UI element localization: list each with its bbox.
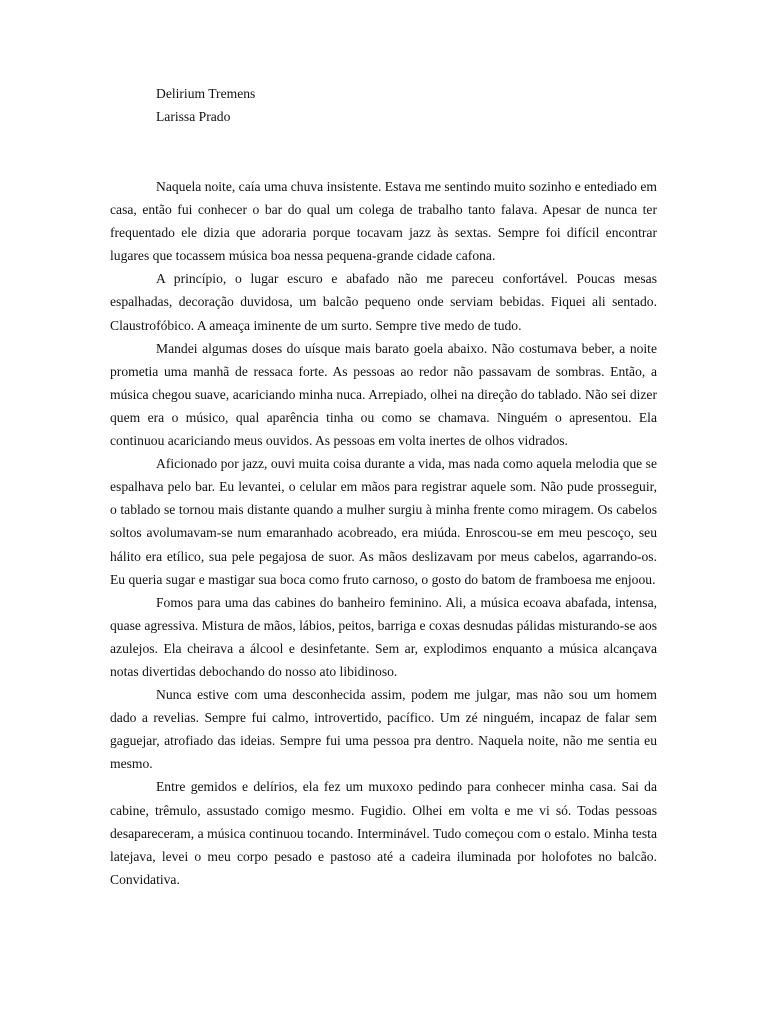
document-body bbox=[110, 175, 657, 891]
document-author: Larissa Prado bbox=[156, 109, 231, 125]
paragraph: A princípio, o lugar escuro e abafado não me pareceu confortável. Poucas mesas espalhadas, decoração duvidosa, um balcão pequeno onde serviam bebidas. Fiquei ali sentado. Claustrofóbico. A ameaça iminente de um surto. Sempre tive medo de tudo. bbox=[110, 271, 657, 333]
paragraph: Naquela noite, caía uma chuva insistente. Estava me sentindo muito sozinho e entediado em casa, então fui conhecer o bar do qual um colega de trabalho tanto falava. Apesar de nunca ter frequentado ele dizia que adoraria porque tocavam jazz às sextas. Sempre foi difícil encontrar lugares que tocassem música boa nessa pequena-grande cidade cafona. bbox=[110, 179, 657, 264]
paragraph: Nunca estive com uma desconhecida assim, podem me julgar, mas não sou um homem dado a revelias. Sempre fui calmo, introvertido, pacífico. Um zé ninguém, incapaz de falar sem gaguejar, atrofiado das ideias. Sempre fui uma pessoa pra dentro. Naquela noite, não me sentia eu mesmo. bbox=[110, 687, 657, 772]
paragraph: Aficionado por jazz, ouvi muita coisa durante a vida, mas nada como aquela melodia que se espalhava pelo bar. Eu levantei, o celular em mãos para registrar aquele som. Não pude prosseguir, o tablado se tornou mais distante quando a mulher surgiu à minha frente como miragem. Os cabelos soltos avolumavam-se num emaranhado acobreado, era miúda. Enroscou-se em meu pescoço, seu hálito era etílico, sua pele pegajosa de suor. As mãos deslizavam por meus cabelos, agarrando-os. Eu queria sugar e mastigar sua boca como fruto carnoso, o gosto do batom de framboesa me enjoou. bbox=[110, 456, 657, 587]
paragraph: Fomos para uma das cabines do banheiro feminino. Ali, a música ecoava abafada, intensa, quase agressiva. Mistura de mãos, lábios, peitos, barriga e coxas desnudas pálidas misturando-se aos azulejos. Ela cheirava a álcool e desinfetante. Sem ar, explodimos enquanto a música alcançava notas divertidas debochando do nosso ato libidinoso. bbox=[110, 594, 658, 679]
paragraph: Entre gemidos e delírios, ela fez um muxoxo pedindo para conhecer minha casa. Sai da cabine, trêmulo, assustado comigo mesmo. Fugidio. Olhei em volta e me vi só. Todas pessoas desapareceram, a música continuou tocando. Interminável. Tudo começou com o estalo. Minha testa latejava, levei o meu corpo pesado e pastoso até a cadeira iluminada por holofotes no balcão. Convidativa. bbox=[110, 779, 657, 887]
document-heading bbox=[156, 82, 255, 128]
paragraph: Mandei algumas doses do uísque mais barato goela abaixo. Não costumava beber, a noite prometia uma manhã de ressaca forte. As pessoas ao redor não passavam de sombras. Então, a música chegou suave, acariciando minha nuca. Arrepiado, olhei na direção do tablado. Não sei dizer quem era o músico, qual aparência tinha ou como se chamava. Ninguém o apresentou. Ela continuou acariciando meus ouvidos. As pessoas em volta inertes de olhos vidrados. bbox=[110, 340, 657, 449]
document-title: Delirium Tremens bbox=[156, 86, 256, 101]
